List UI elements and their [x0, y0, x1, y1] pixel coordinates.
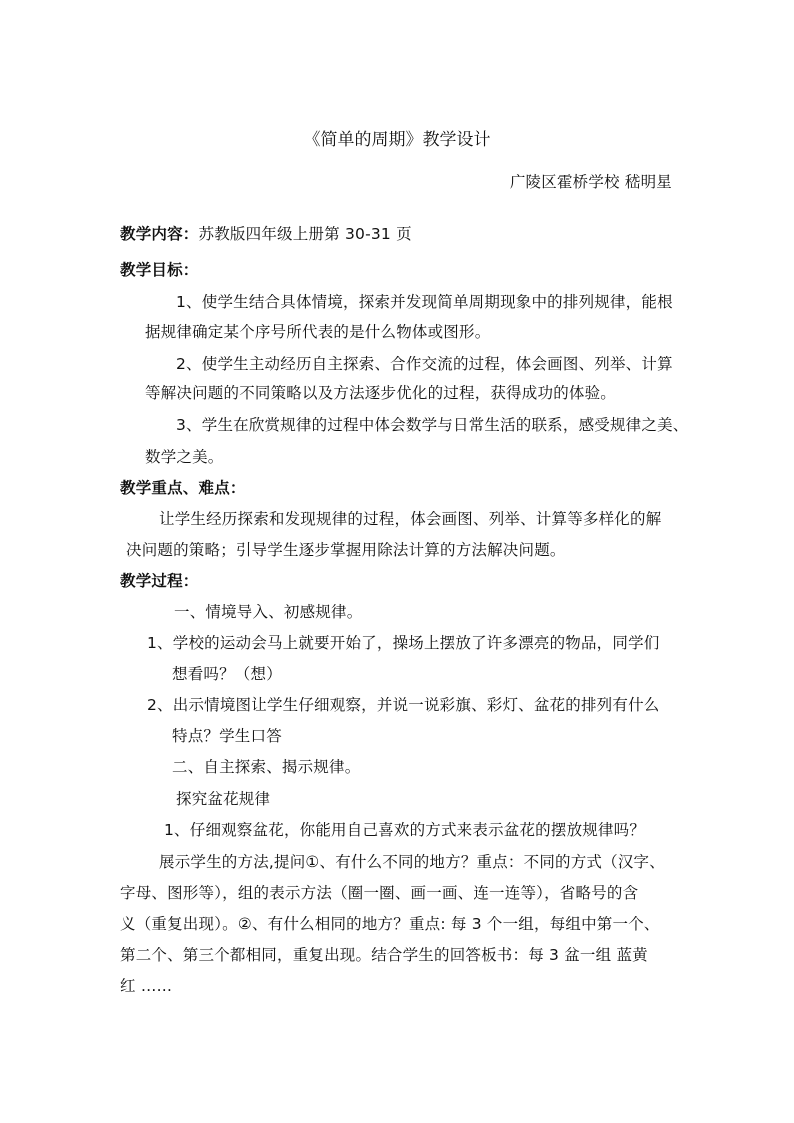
objective-3-line-2: 数学之美。 [145, 448, 224, 466]
paragraph-line-2: 字母、图形等），组的表示方法（圈一圈、画一画、连一连等），省略号的含 [120, 884, 639, 902]
key-points-heading: 教学重点、难点： [120, 479, 246, 497]
document-title: 《简单的周期》教学设计 [303, 130, 491, 150]
process-heading: 教学过程： [120, 572, 199, 590]
step-1-text: 1、仔细观察盆花，你能用自己喜欢的方式来表示盆花的摆放规律吗？ [164, 821, 646, 839]
paragraph-line-3: 义（重复出现）。②、有什么相同的地方？重点: 每 3 个一组，每组中第一个、 [120, 915, 660, 933]
content-label: 教学内容： [120, 225, 199, 243]
content-line [120, 224, 412, 244]
objective-2-line-1: 2、使学生主动经历自主探索、合作交流的过程，体会画图、列举、计算 [176, 355, 673, 373]
objectives-heading: 教学目标： [120, 261, 199, 279]
objective-2-line-2: 等解决问题的不同策略以及方法逐步优化的过程，获得成功的体验。 [145, 384, 617, 402]
process-item-2-line-1: 2、出示情境图让学生仔细观察，并说一说彩旗、彩灯、盆花的排列有什么 [147, 696, 660, 714]
paragraph-line-4: 第二个、第三个都相同，重复出现。结合学生的回答板书：每 3 盆一组 蓝黄 [120, 946, 648, 964]
subsection-heading: 探究盆花规律 [176, 790, 271, 808]
paragraph-line-5: 红 …… [120, 977, 173, 995]
process-item-1-line-1: 1、学校的运动会马上就要开始了，操场上摆放了许多漂亮的物品，同学们 [147, 634, 660, 652]
objective-1-line-1: 1、使学生结合具体情境，探索并发现简单周期现象中的排列规律，能根 [176, 293, 673, 311]
section-1-heading: 一、情境导入、初感规律。 [174, 603, 363, 621]
process-item-1-line-2: 想看吗？（想） [172, 665, 282, 683]
content-value: 苏教版四年级上册第 30-31 页 [198, 225, 412, 243]
section-2-heading: 二、自主探索、揭示规律。 [172, 758, 361, 776]
paragraph-line-1: 展示学生的方法,提问①、有什么不同的地方？重点：不同的方式（汉字、 [159, 853, 665, 871]
key-points-line-1: 让学生经历探索和发现规律的过程，体会画图、列举、计算等多样化的解 [159, 510, 662, 528]
objective-3-line-1: 3、学生在欣赏规律的过程中体会数学与日常生活的联系，感受规律之美、 [176, 416, 689, 434]
author-line: 广陵区霍桥学校 嵇明星 [509, 173, 672, 191]
objective-1-line-2: 据规律确定某个序号所代表的是什么物体或图形。 [145, 323, 491, 341]
key-points-line-2: 决问题的策略；引导学生逐步掌握用除法计算的方法解决问题。 [126, 541, 566, 559]
process-item-2-line-2: 特点？学生口答 [172, 727, 282, 745]
